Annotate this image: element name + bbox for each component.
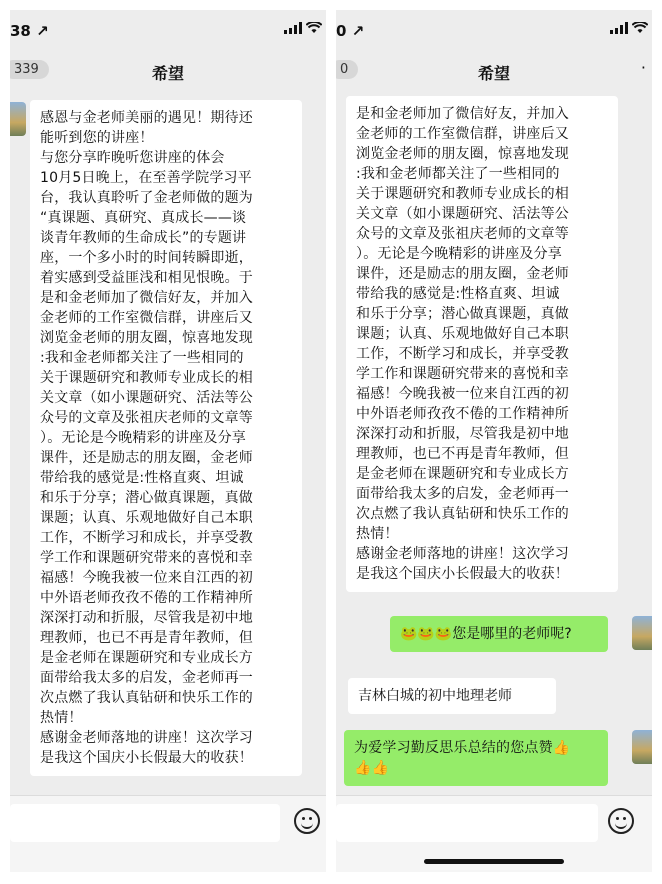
incoming-message: 吉林白城的初中地理老师	[348, 678, 556, 714]
back-badge[interactable]: 339	[10, 60, 49, 79]
signal-icon	[610, 22, 628, 34]
status-time: 0 ↗	[336, 22, 365, 40]
status-icons	[610, 22, 648, 34]
input-bar	[10, 795, 326, 872]
chat-area[interactable]	[336, 94, 652, 796]
chat-title: 希望	[151, 64, 184, 83]
chat-area[interactable]	[10, 94, 326, 796]
emoji-icon[interactable]	[294, 808, 320, 834]
outgoing-message: 为爱学习勤反思乐总结的您点赞👍 👍👍	[344, 730, 608, 786]
wifi-icon	[632, 22, 648, 34]
incoming-long-message: 感恩与金老师美丽的遇见！期待还 能听到您的讲座！ 与您分享昨晚听您讲座的体会 10月5日晚上，在至善学院学习平 台，我认真聆听了金老师做的题为 “真课题、真研究、真成长——谈 谈青年教师的生命成长”的专题讲 座，一个多小时的时间转瞬即逝， 着实感到受益匪浅和相见恨晚。于 是和金老师加了微信好友，并加入 金老师的工作室微信群，讲座后又 浏览金老师的朋友圈，惊喜地发现 :我和金老师都关注了一些相同的 关于课题研究和教师专业成长的相 关文章（如小课题研究、活法等公 众号的文章及张祖庆老师的文章等 ）。无论是今晚精彩的讲座及分享 课件，还是励志的朋友圈，金老师 带给我的感觉是:性格直爽、坦诚 和乐于分享；潜心做真课题，真做 课题；认真、乐观地做好自己本职 工作，不断学习和成长，并享受教 学工作和课题研究带来的喜悦和幸 福感！今晚我被一位来自江西的初 中外语老师孜孜不倦的工作精神所 深深打动和折服，尽管我是初中地 理教师，也已不再是青年教师，但 是金老师在课题研究和专业成长方 面带给我太多的启发，金老师再一 次点燃了我认真钻研和快乐工作的 热情！ 感谢金老师落地的讲座！这次学习 是我这个国庆小长假最大的收获！	[30, 100, 302, 776]
incoming-long-message: 是和金老师加了微信好友，并加入 金老师的工作室微信群，讲座后又 浏览金老师的朋友圈，惊喜地发现 :我和金老师都关注了一些相同的 关于课题研究和教师专业成长的相 关文章（如小课题研究、活法等公 众号的文章及张祖庆老师的文章等 ）。无论是今晚精彩的讲座及分享 课件，还是励志的朋友圈，金老师 带给我的感觉是:性格直爽、坦诚 和乐于分享；潜心做真课题，真做 课题；认真、乐观地做好自己本职 工作，不断学习和成长，并享受教 学工作和课题研究带来的喜悦和幸 福感！今晚我被一位来自江西的初 中外语老师孜孜不倦的工作精神所 深深打动和折服，尽管我是初中地 理教师，也已不再是青年教师，但 是金老师在课题研究和专业成长方 面带给我太多的启发，金老师再一 次点燃了我认真钻研和快乐工作的 热情！ 感谢金老师落地的讲座！这次学习 是我这个国庆小长假最大的收获！	[346, 96, 618, 592]
my-avatar[interactable]	[632, 616, 652, 650]
chat-header	[10, 56, 326, 86]
message-input[interactable]	[10, 804, 280, 842]
back-badge[interactable]: 0	[336, 60, 358, 79]
left-phone-screen	[10, 10, 326, 872]
chat-header	[336, 56, 652, 86]
my-avatar[interactable]	[632, 730, 652, 764]
more-icon[interactable]: ·	[640, 58, 646, 77]
signal-icon	[284, 22, 302, 34]
status-icons	[284, 22, 322, 34]
contact-avatar[interactable]	[10, 102, 26, 136]
chat-title: 希望	[477, 64, 510, 83]
status-bar	[10, 10, 326, 46]
wifi-icon	[306, 22, 322, 34]
emoji-icon[interactable]	[608, 808, 634, 834]
outgoing-message: 🐸🐸🐸您是哪里的老师呢?	[390, 616, 608, 652]
input-bar	[336, 795, 652, 872]
status-bar	[336, 10, 652, 46]
message-input[interactable]	[336, 804, 598, 842]
right-phone-screen	[336, 10, 652, 872]
status-time: 38 ↗	[10, 22, 49, 40]
home-indicator	[424, 859, 564, 864]
